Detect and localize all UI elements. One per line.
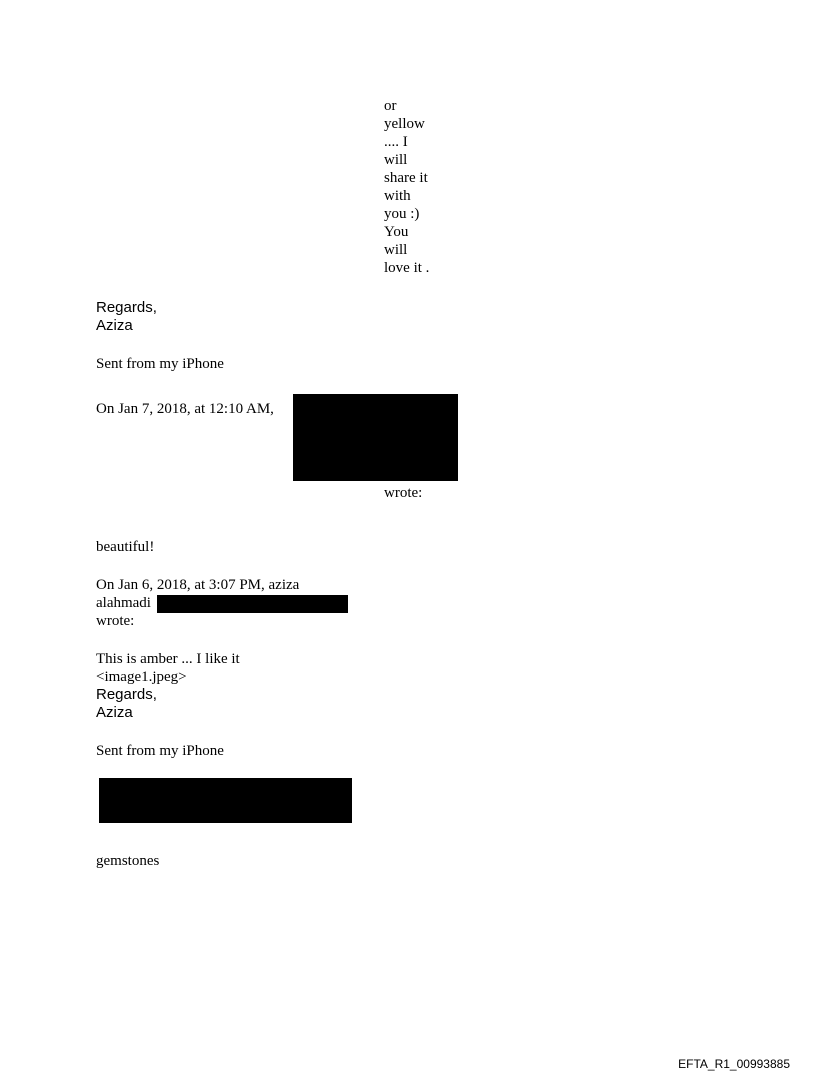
message-line: This is amber ... I like it: [96, 651, 240, 667]
reply-header-line: alahmadi: [96, 595, 151, 611]
message-text: beautiful!: [96, 539, 155, 555]
signature-name: Aziza: [96, 704, 133, 721]
quoted-text-column: [384, 97, 429, 277]
quoted-line: will: [384, 152, 408, 168]
quoted-line: or: [384, 98, 397, 114]
quoted-line: love it .: [384, 260, 430, 276]
quoted-line: share it: [384, 170, 428, 186]
sent-from-line: Sent from my iPhone: [96, 356, 224, 372]
redaction-box: [157, 595, 348, 613]
quoted-line: yellow: [384, 116, 425, 132]
redaction-box: [293, 394, 458, 481]
quoted-line: with: [384, 188, 411, 204]
signature-name: Aziza: [96, 317, 133, 334]
reply-header-line: wrote:: [96, 613, 135, 629]
quoted-line: .... I: [384, 134, 408, 150]
message-body: [96, 650, 240, 686]
quoted-line: You: [384, 224, 409, 240]
signature-regards: Regards,: [96, 299, 157, 316]
signature-block: [96, 299, 157, 335]
quoted-line: will: [384, 242, 408, 258]
reply-header-line: On Jan 6, 2018, at 3:07 PM, aziza: [96, 577, 300, 593]
reply-header-suffix: wrote:: [384, 485, 423, 501]
signature-block: [96, 686, 157, 722]
document-id: EFTA_R1_00993885: [678, 1057, 790, 1071]
signature-regards: Regards,: [96, 686, 157, 703]
attachment-placeholder: <image1.jpeg>: [96, 669, 187, 685]
sent-from-line: Sent from my iPhone: [96, 743, 224, 759]
quoted-line: you :): [384, 206, 420, 222]
subject-word: gemstones: [96, 853, 160, 869]
redaction-box: [99, 778, 352, 823]
reply-header-prefix: On Jan 7, 2018, at 12:10 AM,: [96, 401, 274, 417]
